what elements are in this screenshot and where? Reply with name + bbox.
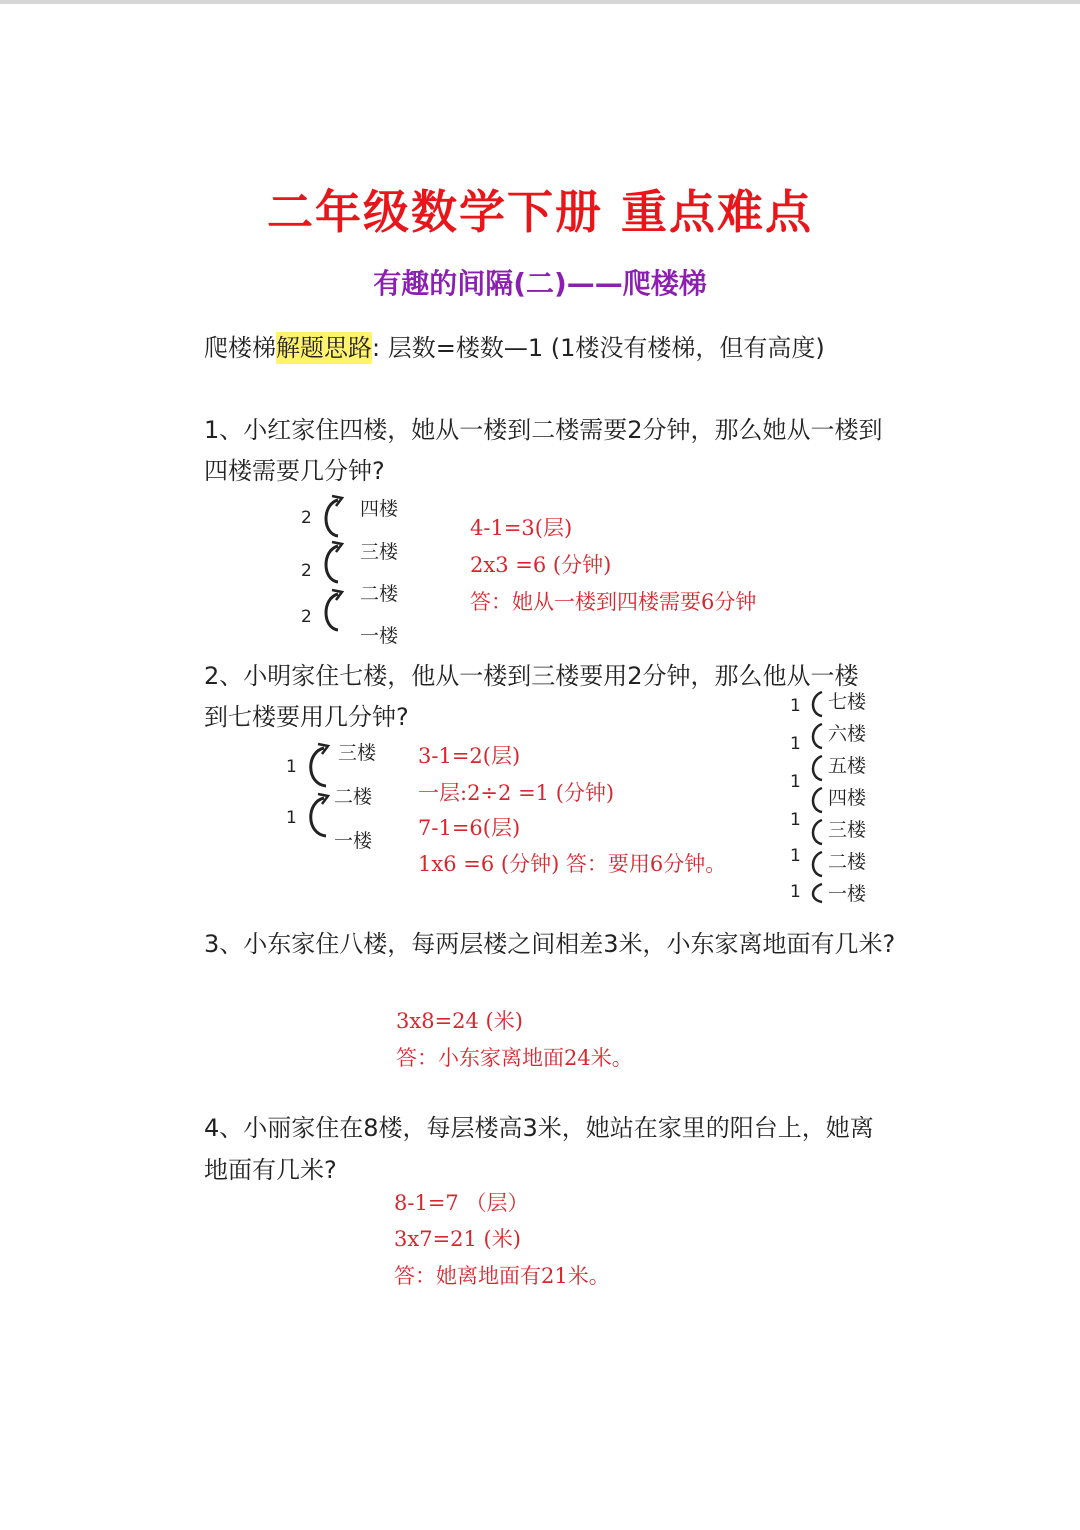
q4-solution-line: 8-1=7 （层） <box>394 1191 529 1215</box>
q2-big-floor-label: 二楼 <box>828 851 867 873</box>
q1-solution-line: 4-1=3(层) <box>470 516 573 540</box>
q1-text-line1: 1、小红家住四楼，她从一楼到二楼需要2分钟，那么她从一楼到 <box>204 416 883 444</box>
q2-big-step-number: 1 <box>790 734 801 754</box>
q2-big-arc <box>813 756 822 780</box>
q2-big-floor-label: 七楼 <box>828 691 867 713</box>
q1-floor-label: 二楼 <box>360 583 399 605</box>
q2-small-step-number: 1 <box>286 808 297 828</box>
q2-big-floor-label: 五楼 <box>828 755 867 777</box>
q2-big-step-number: 1 <box>790 810 801 830</box>
q2-small-floor-label: 一楼 <box>334 830 373 852</box>
q2-solution-line: 3-1=2(层) <box>418 744 521 768</box>
q1-step-number: 2 <box>301 508 312 528</box>
page-title: 二年级数学下册 重点难点 <box>266 185 813 239</box>
q2-big-floor-label: 三楼 <box>828 819 867 841</box>
q1-floor-label: 三楼 <box>360 541 399 563</box>
q1-step-number: 2 <box>301 607 312 627</box>
q2-text-line2: 到七楼要用几分钟? <box>204 703 409 731</box>
q1-solution-line: 2x3 =6 (分钟) <box>470 553 612 577</box>
q3-answer: 答：小东家离地面24米。 <box>396 1046 633 1070</box>
q2-big-arc <box>813 788 822 812</box>
q2-small-floor-label: 三楼 <box>338 742 377 764</box>
q3-text-line1: 3、小东家住八楼，每两层楼之间相差3米，小东家离地面有几米? <box>204 930 896 958</box>
q2-answer: 1x6 =6 (分钟) 答：要用6分钟。 <box>418 852 727 876</box>
q1-text-line2: 四楼需要几分钟? <box>204 457 385 485</box>
q2-solution-line: 7-1=6(层) <box>418 816 521 840</box>
page-subtitle: 有趣的间隔(二)——爬楼梯 <box>373 267 707 300</box>
q2-big-floor-label: 一楼 <box>828 883 867 905</box>
q2-big-floor-label: 六楼 <box>828 723 867 745</box>
q2-small-floor-label: 二楼 <box>334 786 373 808</box>
method-highlight: 解题思路 <box>276 334 372 362</box>
q4-text-line1: 4、小丽家住在8楼，每层楼高3米，她站在家里的阳台上，她离 <box>204 1114 874 1142</box>
q2-big-arc <box>813 692 822 716</box>
top-border <box>0 0 1080 4</box>
q2-big-step-number: 1 <box>790 772 801 792</box>
q1-step-number: 2 <box>301 561 312 581</box>
q2-big-arc <box>813 852 822 876</box>
q2-solution-line: 一层:2÷2 =1 (分钟) <box>418 781 615 805</box>
q2-big-arc <box>813 820 822 844</box>
method-line <box>204 328 825 363</box>
q2-big-floor-label: 四楼 <box>828 787 867 809</box>
q4-answer: 答：她离地面有21米。 <box>394 1264 610 1288</box>
q3-solution-line: 3x8=24 (米) <box>396 1009 523 1033</box>
q4-solution-line: 3x7=21 (米) <box>394 1227 521 1251</box>
q1-floor-label: 四楼 <box>360 498 399 520</box>
q2-big-step-number: 1 <box>790 882 801 902</box>
method-prefix: 爬楼梯 <box>204 334 276 362</box>
q1-arc-group <box>318 492 358 642</box>
q1-answer: 答：她从一楼到四楼需要6分钟 <box>470 590 757 614</box>
q1-floor-label: 一楼 <box>360 625 399 647</box>
q2-small-step-number: 1 <box>286 757 297 777</box>
q2-big-arc <box>813 724 822 748</box>
method-rest: : 层数=楼数—1 (1楼没有楼梯，但有高度) <box>372 334 825 362</box>
q4-text-line2: 地面有几米? <box>204 1156 337 1184</box>
q2-big-step-number: 1 <box>790 846 801 866</box>
q2-big-step-number: 1 <box>790 696 801 716</box>
q2-text-line1: 2、小明家住七楼，他从一楼到三楼要用2分钟，那么他从一楼 <box>204 662 859 690</box>
q2-big-arc <box>813 884 822 902</box>
